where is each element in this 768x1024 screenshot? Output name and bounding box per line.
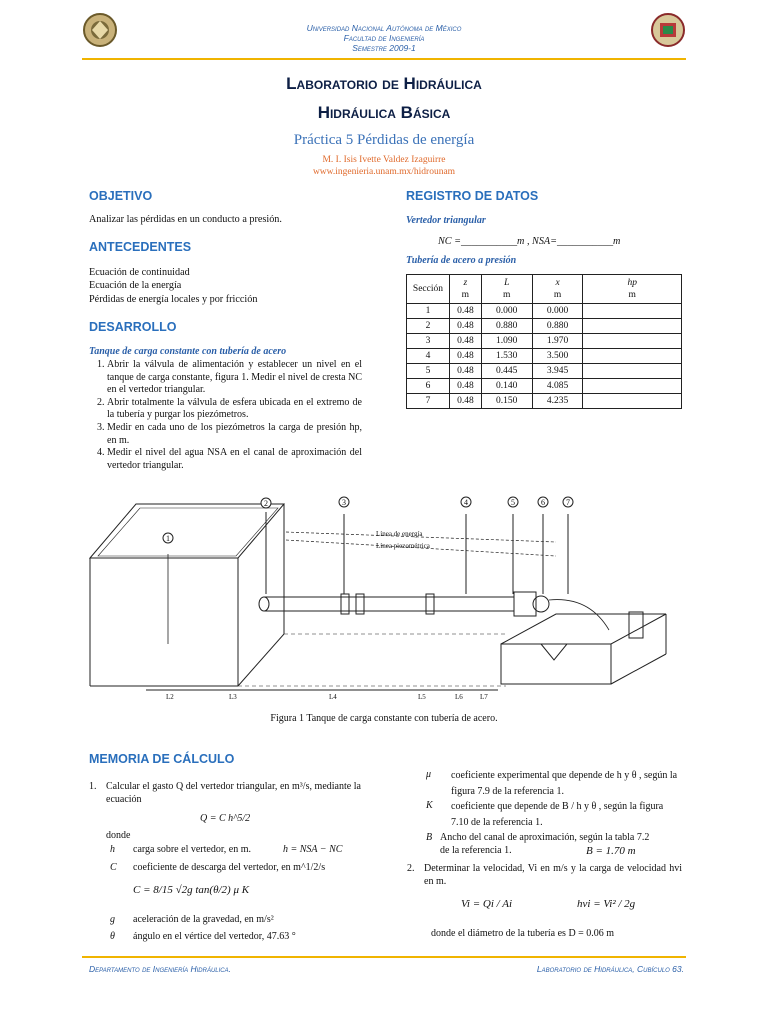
svg-text:1: 1 xyxy=(166,534,170,543)
memoria-item2-text: Determinar la velocidad, Vi en m/s y la carga de velocidad hvi en m. xyxy=(424,863,682,887)
desc-h: carga sobre el vertedor, en m. xyxy=(133,844,251,855)
equation-v: Vi = Qi / Ai xyxy=(461,898,513,910)
table-cell: 0.880 xyxy=(481,319,532,334)
step-item: 3. Medir en cada uno de los piezómetros la carga de presión hp, en m. xyxy=(107,422,362,447)
table-cell: 0.48 xyxy=(449,379,481,394)
piezometer-marker xyxy=(339,497,349,507)
table-cell: 0.000 xyxy=(481,304,532,319)
table-cell xyxy=(583,349,682,364)
svg-text:4: 4 xyxy=(464,498,468,507)
table-row xyxy=(407,379,682,394)
table-cell: 0.140 xyxy=(481,379,532,394)
table-cell: 1.090 xyxy=(481,334,532,349)
symbol-g: g xyxy=(110,914,115,925)
antecedentes-heading: ANTECEDENTES xyxy=(89,240,192,254)
diameter-note: donde el diámetro de la tubería es D = 0.06 m xyxy=(431,928,615,939)
step-item: 4. Medir el nivel del agua NSA en el canal de aproximación del vertedor triangular. xyxy=(107,447,362,472)
table-cell: 0.880 xyxy=(532,319,583,334)
table-cell xyxy=(583,319,682,334)
table-cell xyxy=(583,379,682,394)
desarrollo-steps xyxy=(89,359,362,472)
objetivo-heading: OBJETIVO xyxy=(89,189,153,203)
donde-label: donde xyxy=(106,830,131,841)
piezometer-marker xyxy=(261,498,271,508)
table-cell: 7 xyxy=(407,394,450,409)
table-cell: 3 xyxy=(407,334,450,349)
table-cell: 0.48 xyxy=(449,304,481,319)
length-label: L2 xyxy=(166,693,174,701)
piezo-line-label: Línea piezométrica xyxy=(376,542,430,550)
table-cell: 3.500 xyxy=(532,349,583,364)
table-row xyxy=(407,394,682,409)
piezometer-marker xyxy=(563,497,573,507)
table-cell: 1.970 xyxy=(532,334,583,349)
piezometer-marker xyxy=(538,497,548,507)
equation-hv: hvi = Vi² / 2g xyxy=(577,898,636,910)
figure-caption: Figura 1 Tanque de carga constante con tubería de acero. xyxy=(270,713,498,724)
registro-heading: REGISTRO DE DATOS xyxy=(406,189,539,203)
table-header-cell: z m xyxy=(449,275,481,304)
table-header-cell: Sección xyxy=(407,275,450,304)
vertedor-label: Vertedor triangular xyxy=(406,215,486,226)
table-cell: 0.445 xyxy=(481,364,532,379)
table-header-cell: L m xyxy=(481,275,532,304)
practice-title: Práctica 5 Pérdidas de energía xyxy=(293,132,475,148)
desc-c: coeficiente de descarga del vertedor, en m^1/2/s xyxy=(133,862,326,873)
svg-text:5: 5 xyxy=(511,498,515,507)
memoria-item1-text: Calcular el gasto Q del vertedor triangular, en m³/s, mediante la ecuación xyxy=(106,781,361,805)
lab-title: Laboratorio de Hidráulica xyxy=(286,74,482,93)
desc-mu: coeficiente experimental que depende de h y θ , según la figura 7.9 de la referencia 1. xyxy=(451,770,678,797)
length-label: L7 xyxy=(480,693,488,701)
table-cell: 0.150 xyxy=(481,394,532,409)
svg-text:7: 7 xyxy=(566,498,570,507)
data-table xyxy=(406,274,682,409)
desc-k: coeficiente que depende de B / h y θ , según la figura 7.10 de la referencia 1. xyxy=(451,801,664,828)
equation-c: C = 8/15 √2g tan(θ/2) μ K xyxy=(133,884,250,896)
table-row xyxy=(407,304,682,319)
table-row xyxy=(407,349,682,364)
semester: Semestre 2009-1 xyxy=(352,43,416,53)
table-cell xyxy=(583,394,682,409)
table-cell: 0.48 xyxy=(449,349,481,364)
symbol-mu: μ xyxy=(426,769,432,780)
table-row xyxy=(407,334,682,349)
desarrollo-heading: DESARROLLO xyxy=(89,320,177,334)
length-label: L5 xyxy=(418,693,426,701)
desc-theta: ángulo en el vértice del vertedor, 47.63 ° xyxy=(133,931,296,942)
symbol-theta: θ xyxy=(110,931,115,942)
energy-line-label: Línea de energía xyxy=(376,530,423,538)
memoria-item2-number: 2. xyxy=(407,863,415,874)
tuberia-label: Tubería de acero a presión xyxy=(406,255,517,266)
equation-b: B = 1.70 m xyxy=(586,845,636,857)
svg-text:3: 3 xyxy=(342,498,346,507)
footer-left: Departamento de Ingeniería Hidráulica. xyxy=(89,964,231,974)
step-item: 2. Abrir totalmente la válvula de esfera ubicada en el extremo de la tubería y purgar los piezómetros. xyxy=(107,397,362,422)
objetivo-text: Analizar las pérdidas en un conducto a presión. xyxy=(89,214,282,225)
website: www.ingenieria.unam.mx/hidrounam xyxy=(312,167,456,177)
piezometer-marker xyxy=(461,497,471,507)
table-cell: 4.085 xyxy=(532,379,583,394)
svg-text:2: 2 xyxy=(264,499,268,508)
table-cell: 1.530 xyxy=(481,349,532,364)
table-cell: 0.48 xyxy=(449,394,481,409)
desc-g: aceleración de la gravedad, en m/s² xyxy=(133,914,274,925)
table-cell xyxy=(583,364,682,379)
university-name: Universidad Nacional Autónoma de México xyxy=(306,23,462,33)
table-cell: 3.945 xyxy=(532,364,583,379)
table-cell xyxy=(583,334,682,349)
table-cell xyxy=(583,304,682,319)
table-cell: 0.48 xyxy=(449,319,481,334)
course-title: Hidráulica Básica xyxy=(317,103,451,122)
header-rule xyxy=(82,58,686,60)
piezometer-marker xyxy=(163,533,173,543)
svg-text:6: 6 xyxy=(541,498,545,507)
table-cell: 1 xyxy=(407,304,450,319)
desarrollo-subheading: Tanque de carga constante con tubería de acero xyxy=(89,346,287,357)
symbol-b: B xyxy=(426,832,433,843)
equation-h: h = NSA − NC xyxy=(283,844,343,855)
table-cell: 6 xyxy=(407,379,450,394)
table-cell: 0.000 xyxy=(532,304,583,319)
piezometer-marker xyxy=(508,497,518,507)
memoria-heading: MEMORIA DE CÁLCULO xyxy=(89,752,235,766)
length-label: L3 xyxy=(229,693,237,701)
nc-nsa-line: NC =___________m , NSA=___________m xyxy=(438,236,621,247)
symbol-h: h xyxy=(110,844,115,855)
table-header-cell: hp m xyxy=(583,275,682,304)
symbol-k: K xyxy=(426,800,433,811)
table-cell: 4 xyxy=(407,349,450,364)
antecedentes-item: Pérdidas de energía locales y por fricción xyxy=(89,294,258,305)
author: M. I. Isis Ivette Valdez Izaguirre xyxy=(322,155,446,165)
figure-tank-diagram xyxy=(86,494,686,706)
table-cell: 5 xyxy=(407,364,450,379)
table-row xyxy=(407,364,682,379)
table-cell: 2 xyxy=(407,319,450,334)
length-label: L4 xyxy=(329,693,337,701)
equation-q: Q = C h^5/2 xyxy=(200,813,251,824)
antecedentes-item: Ecuación de continuidad xyxy=(89,267,190,278)
table-row xyxy=(407,319,682,334)
step-item: 1. Abrir la válvula de alimentación y establecer un nivel en el tanque de carga constante, figura 1. Medir el nivel de cresta NC en el vertedor triangular. xyxy=(107,359,362,397)
faculty-name: Facultad de Ingeniería xyxy=(343,33,425,43)
antecedentes-item: Ecuación de la energía xyxy=(89,280,182,291)
footer-rule xyxy=(82,956,686,958)
table-cell: 0.48 xyxy=(449,364,481,379)
table-header-row xyxy=(407,275,682,304)
desc-b: Ancho del canal de aproximación, según la tabla 7.2 de la referencia 1. xyxy=(440,832,650,856)
table-cell: 0.48 xyxy=(449,334,481,349)
footer-right: Laboratorio de Hidráulica, Cubículo 63. xyxy=(536,964,684,974)
symbol-c: C xyxy=(110,862,117,873)
length-label: L6 xyxy=(455,693,463,701)
table-header-cell: x m xyxy=(532,275,583,304)
table-cell: 4.235 xyxy=(532,394,583,409)
memoria-item1-number: 1. xyxy=(89,781,97,792)
